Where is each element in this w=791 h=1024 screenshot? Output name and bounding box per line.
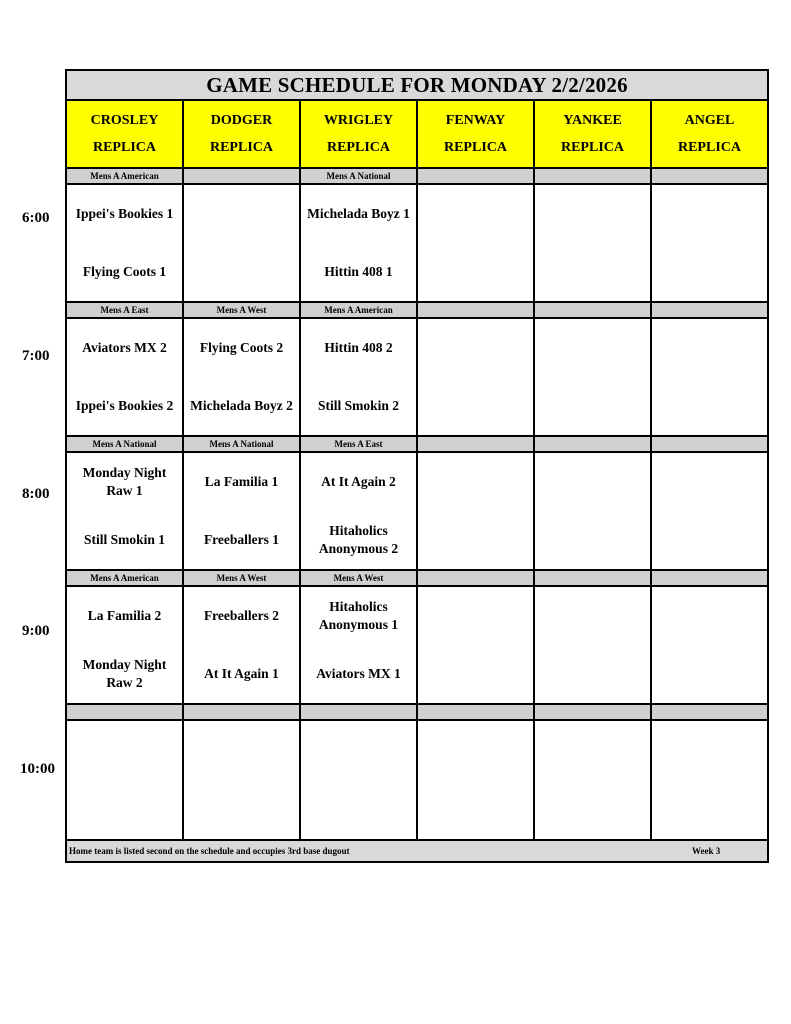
game-cell-wrigley: [300, 184, 417, 302]
week-label: Week 3: [692, 846, 721, 856]
time-slot-row: [66, 720, 768, 840]
game-cell-dodger: [183, 720, 300, 840]
game-cell-crosley: [66, 452, 183, 570]
game-cell-angel: [651, 184, 768, 302]
visiting-team: Hitaholics Anonymous 1: [318, 599, 399, 632]
home-team: [184, 780, 299, 838]
division-label-dodger: [183, 704, 300, 720]
visiting-team: [535, 587, 650, 645]
game-cell-fenway: [417, 452, 534, 570]
home-team: [418, 645, 533, 703]
home-team: At It Again 1: [204, 666, 279, 681]
game-cell-fenway: [417, 184, 534, 302]
visiting-team: [418, 453, 533, 511]
division-label-crosley: Mens A National: [66, 436, 183, 452]
visiting-team: Aviators MX 2: [82, 340, 167, 355]
field-header-row: [66, 100, 768, 168]
division-label-fenway: [417, 168, 534, 184]
division-label-fenway: [417, 704, 534, 720]
visiting-team: La Familia 2: [87, 608, 162, 623]
division-label-yankee: [534, 436, 651, 452]
home-team: Flying Coots 1: [82, 264, 167, 279]
division-label-crosley: [66, 704, 183, 720]
division-label-angel: [651, 704, 768, 720]
visiting-team: [301, 722, 416, 780]
home-team: [652, 243, 767, 301]
field-name: DODGER: [210, 113, 273, 128]
division-label-crosley: Mens A American: [66, 570, 183, 586]
visiting-team: [535, 319, 650, 377]
time-slot-row: [66, 318, 768, 436]
game-cell-angel: [651, 720, 768, 840]
visiting-team: [535, 453, 650, 511]
division-label-yankee: [534, 570, 651, 586]
home-team: Ippei's Bookies 2: [75, 398, 174, 413]
field-header-angel: [651, 100, 768, 168]
game-cell-crosley: [66, 184, 183, 302]
time-slot-row: [66, 452, 768, 570]
time-slot-row: [66, 586, 768, 704]
division-label-dodger: Mens A National: [183, 436, 300, 452]
footer-note: Home team is listed second on the schedule and occupies 3rd base dugout: [69, 846, 350, 856]
visiting-team: [652, 453, 767, 511]
division-row: [66, 436, 768, 452]
time-label: 8:00: [22, 486, 50, 502]
home-team: Michelada Boyz 2: [190, 398, 293, 413]
game-cell-yankee: [534, 184, 651, 302]
division-label-dodger: Mens A West: [183, 302, 300, 318]
visiting-team: [418, 185, 533, 243]
visiting-team: [418, 722, 533, 780]
home-team: Hittin 408 1: [324, 264, 393, 279]
home-team: [418, 780, 533, 838]
game-cell-fenway: [417, 720, 534, 840]
home-team: Aviators MX 1: [316, 666, 401, 681]
footer: [66, 840, 768, 862]
time-label: 9:00: [22, 623, 50, 639]
title-row: [66, 70, 768, 100]
division-label-angel: [651, 168, 768, 184]
time-label: 7:00: [22, 348, 50, 364]
division-label-dodger: [183, 168, 300, 184]
visiting-team: [535, 185, 650, 243]
home-team: [535, 780, 650, 838]
division-row: [66, 168, 768, 184]
visiting-team: [184, 722, 299, 780]
field-sub: REPLICA: [92, 140, 156, 155]
division-label-yankee: [534, 704, 651, 720]
field-sub: REPLICA: [326, 140, 390, 155]
field-header-crosley: [66, 100, 183, 168]
home-team: [652, 645, 767, 703]
field-sub: REPLICA: [443, 140, 507, 155]
division-row: [66, 302, 768, 318]
game-cell-wrigley: [300, 318, 417, 436]
game-cell-angel: [651, 452, 768, 570]
home-team: [652, 511, 767, 569]
division-label-wrigley: Mens A National: [300, 168, 417, 184]
game-cell-angel: [651, 586, 768, 704]
division-row: [66, 570, 768, 586]
game-cell-fenway: [417, 318, 534, 436]
visiting-team: Michelada Boyz 1: [307, 206, 410, 221]
division-label-yankee: [534, 302, 651, 318]
field-name: CROSLEY: [90, 113, 159, 128]
game-cell-dodger: [183, 318, 300, 436]
game-cell-angel: [651, 318, 768, 436]
home-team: [535, 511, 650, 569]
field-name: WRIGLEY: [323, 113, 394, 128]
visiting-team: Ippei's Bookies 1: [75, 206, 174, 221]
field-header-wrigley: [300, 100, 417, 168]
home-team: Monday Night Raw 2: [82, 657, 167, 690]
visiting-team: La Familia 1: [204, 474, 279, 489]
visiting-team: [535, 722, 650, 780]
division-label-angel: [651, 570, 768, 586]
home-team: Hitaholics Anonymous 2: [318, 523, 399, 556]
game-cell-dodger: [183, 586, 300, 704]
home-team: Still Smokin 1: [83, 532, 166, 547]
division-label-wrigley: Mens A East: [300, 436, 417, 452]
division-row: [66, 704, 768, 720]
division-label-angel: [651, 436, 768, 452]
visiting-team: [652, 722, 767, 780]
field-name: FENWAY: [445, 113, 506, 128]
page-title: GAME SCHEDULE FOR MONDAY 2/2/2026: [66, 70, 768, 100]
game-cell-dodger: [183, 184, 300, 302]
game-cell-wrigley: [300, 452, 417, 570]
home-team: [184, 243, 299, 301]
time-label: 6:00: [22, 210, 50, 226]
visiting-team: [67, 722, 182, 780]
schedule-table: [65, 69, 769, 863]
field-header-fenway: [417, 100, 534, 168]
home-team: Freeballers 1: [203, 532, 280, 547]
game-cell-wrigley: [300, 586, 417, 704]
field-sub: REPLICA: [560, 140, 624, 155]
division-label-fenway: [417, 436, 534, 452]
visiting-team: Freeballers 2: [203, 608, 280, 623]
game-cell-yankee: [534, 586, 651, 704]
visiting-team: Hittin 408 2: [324, 340, 393, 355]
field-name: YANKEE: [563, 113, 622, 128]
home-team: Still Smokin 2: [317, 398, 400, 413]
visiting-team: [652, 185, 767, 243]
game-cell-crosley: [66, 586, 183, 704]
visiting-team: [652, 319, 767, 377]
game-cell-wrigley: [300, 720, 417, 840]
game-cell-crosley: [66, 720, 183, 840]
division-label-fenway: [417, 302, 534, 318]
home-team: [535, 377, 650, 435]
visiting-team: Monday Night Raw 1: [82, 465, 167, 498]
visiting-team: [418, 319, 533, 377]
footer-row: [66, 840, 768, 862]
visiting-team: At It Again 2: [321, 474, 396, 489]
division-label-wrigley: Mens A West: [300, 570, 417, 586]
home-team: [535, 243, 650, 301]
field-header-yankee: [534, 100, 651, 168]
game-cell-yankee: [534, 720, 651, 840]
visiting-team: Flying Coots 2: [199, 340, 284, 355]
home-team: [652, 377, 767, 435]
time-label: 10:00: [20, 761, 55, 777]
field-sub: REPLICA: [209, 140, 273, 155]
game-cell-yankee: [534, 318, 651, 436]
game-cell-dodger: [183, 452, 300, 570]
game-cell-crosley: [66, 318, 183, 436]
home-team: [418, 243, 533, 301]
home-team: [67, 780, 182, 838]
home-team: [535, 645, 650, 703]
field-sub: REPLICA: [677, 140, 741, 155]
division-label-crosley: Mens A East: [66, 302, 183, 318]
division-label-dodger: Mens A West: [183, 570, 300, 586]
home-team: [652, 780, 767, 838]
game-cell-yankee: [534, 452, 651, 570]
division-label-fenway: [417, 570, 534, 586]
visiting-team: [652, 587, 767, 645]
field-name: ANGEL: [684, 113, 735, 128]
visiting-team: [418, 587, 533, 645]
time-slot-row: [66, 184, 768, 302]
game-cell-fenway: [417, 586, 534, 704]
home-team: [418, 511, 533, 569]
division-label-yankee: [534, 168, 651, 184]
home-team: [301, 780, 416, 838]
division-label-wrigley: Mens A American: [300, 302, 417, 318]
division-label-wrigley: [300, 704, 417, 720]
visiting-team: [184, 185, 299, 243]
division-label-angel: [651, 302, 768, 318]
home-team: [418, 377, 533, 435]
field-header-dodger: [183, 100, 300, 168]
division-label-crosley: Mens A American: [66, 168, 183, 184]
